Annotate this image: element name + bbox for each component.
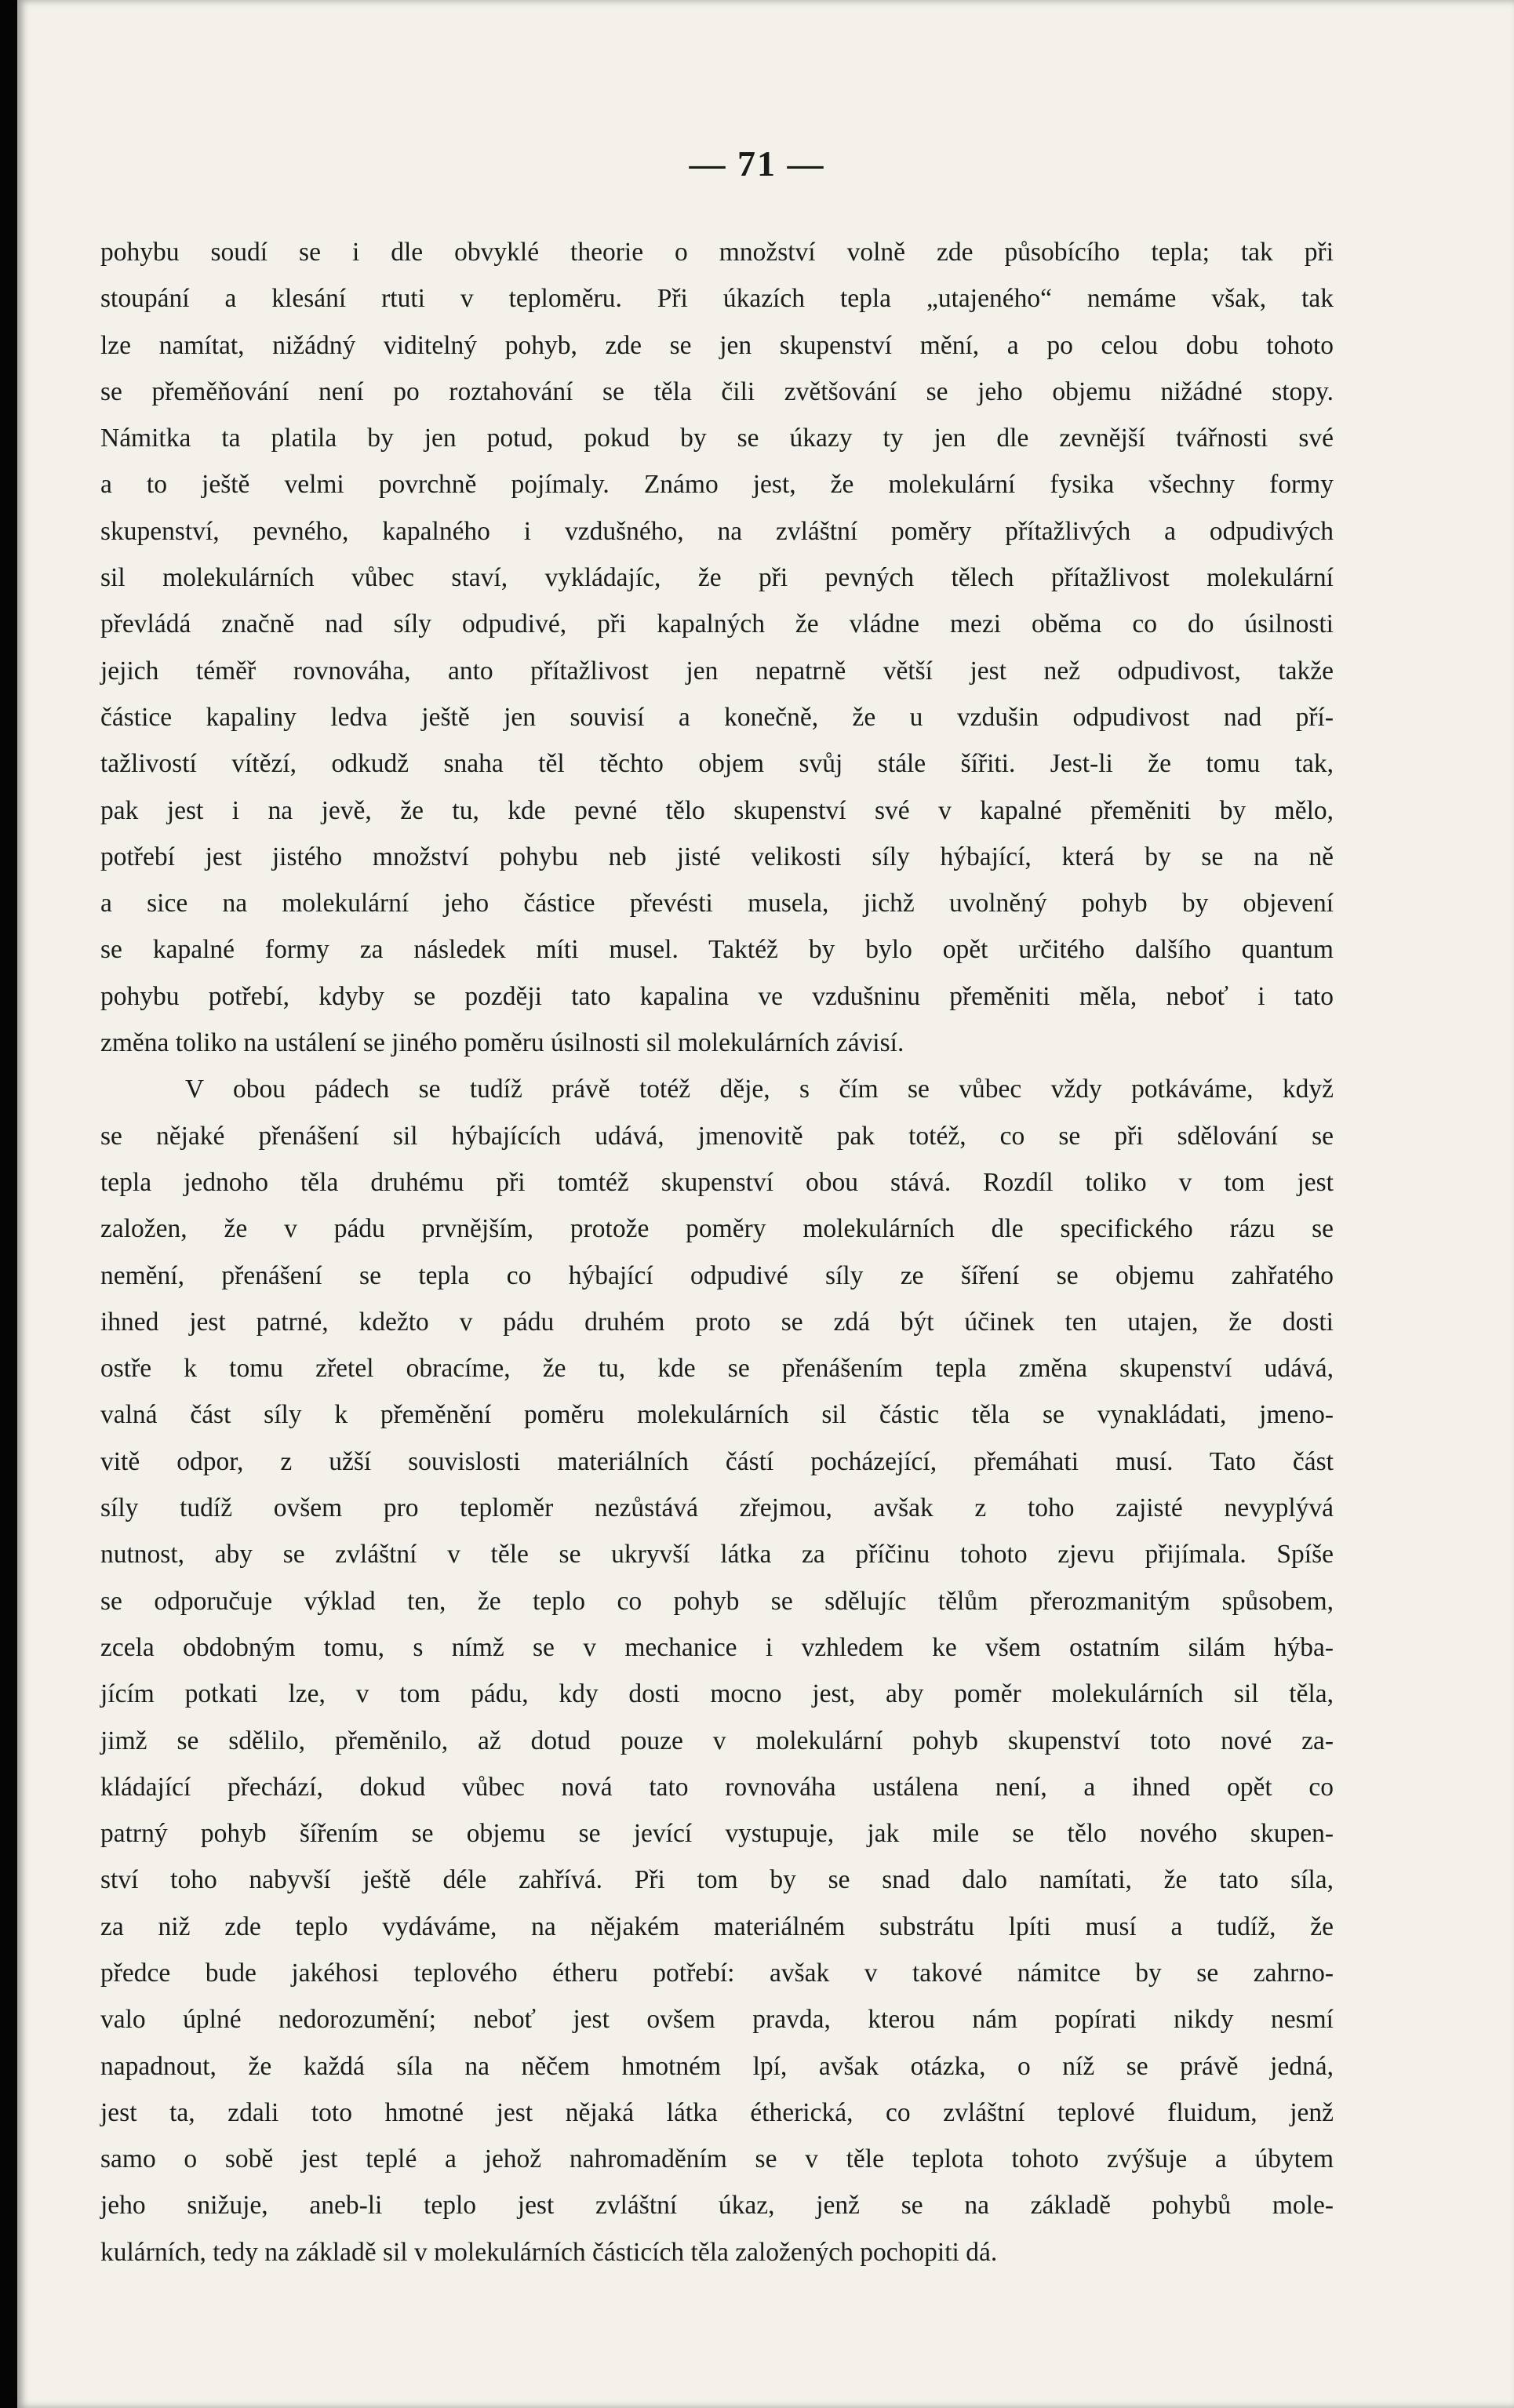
text-line: sil molekulárních vůbec staví, vykládajíc, že při pevných tělech přítažlivost molekulární [100,563,1334,593]
text-line: ihned jest patrné, kdežto v pádu druhém proto se zdá být účinek ten utajen, že dosti [100,1307,1334,1337]
text-line: tažlivostí vítězí, odkudž snaha těl těchto objem svůj stále šířiti. Jest-li že tomu tak, [100,749,1334,779]
text-line: převládá značně nad síly odpudivé, při kapalných že vládne mezi oběma co do úsilnosti [100,609,1334,639]
text-line: vitě odpor, z užší souvislosti materiálních částí pocházející, přemáhati musí. Tato část [100,1446,1334,1476]
text-line: zcela obdobným tomu, s nímž se v mechanice i vzhledem ke všem ostatním silám hýba- [100,1632,1334,1662]
text-line: a to ještě velmi povrchně pojímaly. Známo jest, že molekulární fysika všechny formy [100,470,1334,500]
text-line: se kapalné formy za následek míti musel. Taktéž by bylo opět určitého dalšího quantum [100,935,1334,965]
text-line: se přeměňování není po roztahování se těla čili zvětšování se jeho objemu nižádné stopy. [100,376,1334,406]
text-line: nutnost, aby se zvláštní v těle se ukryvší látka za příčinu tohoto zjevu přijímala. Spíše [100,1540,1334,1570]
text-line: valná část síly k přeměnění poměru molekulárních sil částic těla se vynakládati, jmeno- [100,1400,1334,1430]
text-line: změna toliko na ustálení se jiného poměru úsilnosti sil molekulárních závisí. [100,1028,904,1058]
text-line: kulárních, tedy na základě sil v molekulárních částicích těla založených pochopiti dá. [100,2237,998,2267]
text-line: se odporučuje výklad ten, že teplo co pohyb se sdělujíc tělům přerozmanitým spůsobem, [100,1586,1334,1616]
text-line: stoupání a klesání rtuti v teploměru. Při úkazích tepla „utajeného“ nemáme však, tak [100,284,1334,314]
text-line: napadnout, že každá síla na něčem hmotném lpí, avšak otázka, o níž se právě jedná, [100,2051,1334,2081]
text-line: založen, že v pádu prvnějším, protože poměry molekulárních dle specifického rázu se [100,1214,1334,1244]
text-line: lze namítat, nižádný viditelný pohyb, zde se jen skupenství mění, a po celou dobu tohoto [100,330,1334,360]
text-line: skupenství, pevného, kapalného i vzdušného, na zvláštní poměry přítažlivých a odpudivých [100,516,1334,546]
text-line: jest ta, zdali toto hmotné jest nějaká látka étherická, co zvláštní teplové fluidum, jenž [100,2097,1334,2127]
text-line: jejich téměř rovnováha, anto přítažlivost jen nepatrně větší jest než odpudivost, takže [100,656,1334,686]
text-line: jícím potkati lze, v tom pádu, kdy dosti mocno jest, aby poměr molekulárních sil těla, [100,1679,1334,1709]
text-line: za niž zde teplo vydáváme, na nějakém materiálném substrátu lpíti musí a tudíž, že [100,1911,1334,1941]
text-line: nemění, přenášení se tepla co hýbající odpudivé síly ze šíření se objemu zahřatého [100,1260,1334,1290]
text-line: Námitka ta platila by jen potud, pokud by se úkazy ty jen dle zevnější tvářnosti své [100,424,1334,453]
text-line: ství toho nabyvší ještě déle zahřívá. Při tom by se snad dalo namítati, že tato síla, [100,1865,1334,1895]
text-line: ostře k tomu zřetel obracíme, že tu, kde se přenášením tepla změna skupenství udává, [100,1354,1334,1384]
text-line: potřebí jest jistého množství pohybu neb jisté velikosti síly hýbající, která by se na ně [100,842,1334,871]
text-line: a sice na molekulární jeho částice převésti musela, jichž uvolněný pohyb by objevení [100,889,1334,918]
text-line: se nějaké přenášení sil hýbajících udává, jmenovitě pak totéž, co se při sdělování se [100,1121,1334,1151]
page-number: — 71 — [689,144,825,184]
text-line: jeho snižuje, aneb-li teplo jest zvláštní úkaz, jenž se na základě pohybů mole- [100,2191,1334,2221]
text-line: jimž se sdělilo, přeměnilo, až dotud pouze v molekulární pohyb skupenství toto nové za- [100,1726,1334,1755]
text-line: síly tudíž ovšem pro teploměr nezůstává zřejmou, avšak z toho zajisté nevyplývá [100,1493,1334,1523]
text-line: částice kapaliny ledva ještě jen souvisí a konečně, že u vzdušin odpudivost nad pří- [100,702,1334,732]
text-line: pohybu potřebí, kdyby se později tato kapalina ve vzdušninu přeměniti měla, neboť i tato [100,981,1334,1011]
text-line: pohybu soudí se i dle obvyklé theorie o množství volně zde působícího tepla; tak při [100,238,1334,267]
body-text [100,229,1334,2275]
text-line: předce bude jakéhosi teplového étheru potřebí: avšak v takové námitce by se zahrno- [100,1958,1334,1988]
text-line: kládající přechází, dokud vůbec nová tato rovnováha ustálena není, a ihned opět co [100,1772,1334,1802]
text-line: tepla jednoho těla druhému při tomtéž skupenství obou stává. Rozdíl toliko v tom jest [100,1167,1334,1197]
text-line: V obou pádech se tudíž právě totéž děje, s čím se vůbec vždy potkáváme, když [185,1075,1334,1104]
text-line: pak jest i na jevě, že tu, kde pevné tělo skupenství své v kapalné přeměniti by mělo, [100,795,1334,825]
text-line: samo o sobě jest teplé a jehož nahromaděním se v těle teplota tohoto zvýšuje a úbytem [100,2144,1334,2174]
text-line: valo úplné nedorozumění; neboť jest ovšem pravda, kterou nám popírati nikdy nesmí [100,2005,1334,2035]
text-line: patrný pohyb šířením se objemu se jevící vystupuje, jak mile se tělo nového skupen- [100,1819,1334,1849]
